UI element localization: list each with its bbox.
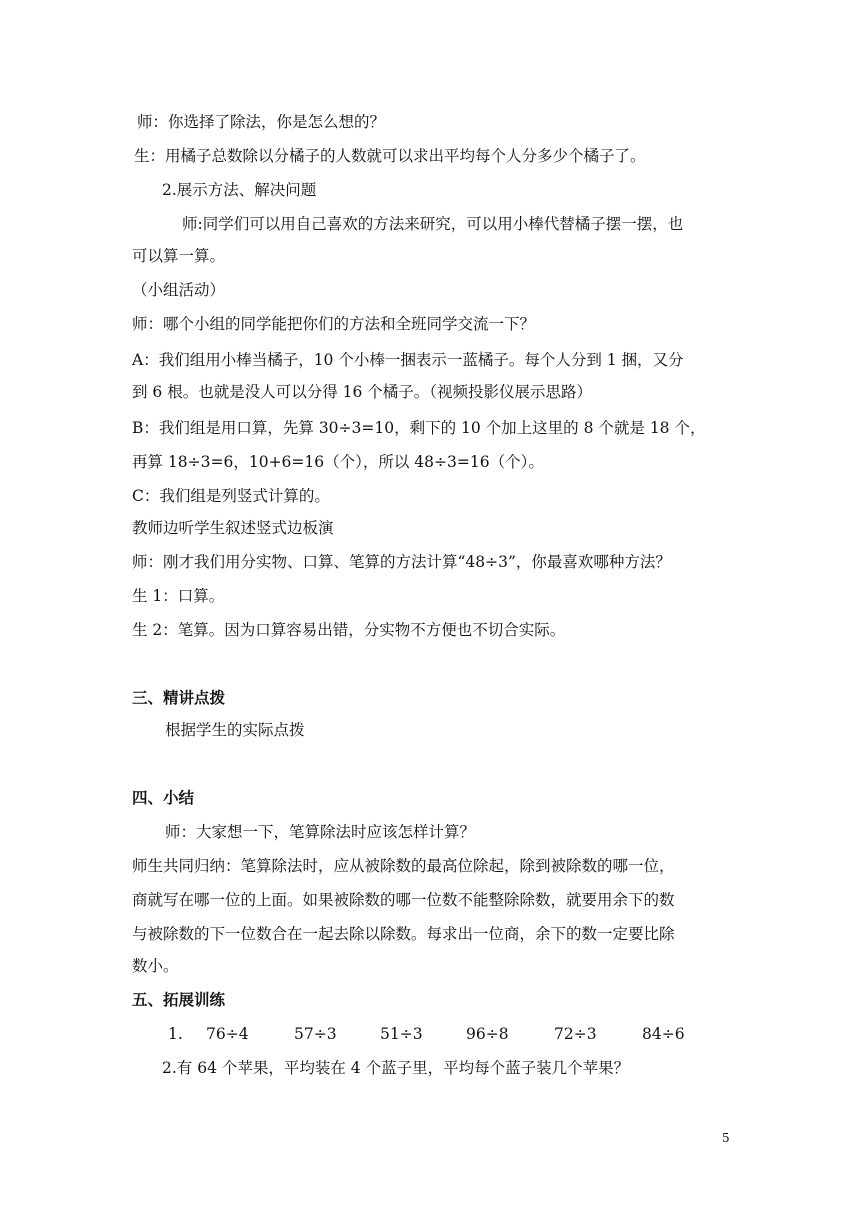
- text-line: 到 6 根。也就是没人可以分得 16 个橘子。（视频投影仪展示思路）: [132, 383, 593, 401]
- text-line: 数小。: [132, 957, 179, 975]
- text-line: 商就写在哪一位的上面。如果被除数的哪一位数不能整除除数，就要用余下的数: [132, 891, 675, 909]
- text-line: 师:同学们可以用自己喜欢的方法来研究，可以用小棒代替橘子摆一摆，也: [182, 215, 684, 233]
- section-heading: 五、拓展训练: [132, 991, 226, 1009]
- exercise-number: 1.: [168, 1025, 183, 1043]
- exercise-item: 72÷3: [554, 1025, 597, 1043]
- text-line: 生 2：笔算。因为口算容易出错，分实物不方便也不切合实际。: [132, 621, 566, 639]
- text-line: B：我们组是用口算，先算 30÷3=10，剩下的 10 个加上这里的 8 个就是 18 个，: [132, 419, 706, 437]
- exercise-item: 96÷8: [466, 1025, 509, 1043]
- exercise-item: 76÷4: [206, 1025, 249, 1043]
- text-line: C：我们组是列竖式计算的。: [132, 487, 330, 505]
- page-number: 5: [722, 1131, 730, 1145]
- text-line: 师生共同归纳：笔算除法时，应从被除数的最高位除起，除到被除数的哪一位，: [132, 857, 675, 875]
- text-line: 师：刚才我们用分实物、口算、笔算的方法计算“48÷3”，你最喜欢哪种方法？: [132, 553, 671, 571]
- text-line: 师：哪个小组的同学能把你们的方法和全班同学交流一下？: [132, 315, 536, 333]
- section-heading: 四、小结: [132, 789, 195, 807]
- text-line: 2.展示方法、解决问题: [162, 181, 317, 199]
- text-line: 再算 18÷3=6，10+6=16（个），所以 48÷3=16（个）。: [132, 453, 544, 471]
- text-line: 师：大家想一下，笔算除法时应该怎样计算？: [165, 823, 476, 841]
- text-line: 可以算一算。: [132, 247, 226, 265]
- text-line: （小组活动）: [132, 281, 226, 299]
- text-line: 师：你选择了除法，你是怎么想的？: [137, 113, 386, 131]
- text-line: 生 1：口算。: [132, 587, 225, 605]
- text-line: 2.有 64 个苹果，平均装在 4 个蓝子里，平均每个蓝子装几个苹果？: [162, 1059, 630, 1077]
- section-heading: 三、精讲点拨: [132, 689, 226, 707]
- text-line: 教师边听学生叙述竖式边板演: [132, 519, 334, 537]
- text-line: 与被除数的下一位数合在一起去除以除数。每求出一位商，余下的数一定要比除: [132, 925, 675, 943]
- text-line: A：我们组用小棒当橘子，10 个小棒一捆表示一蓝橘子。每个人分到 1 捆，又分: [132, 351, 684, 369]
- text-line: 生：用橘子总数除以分橘子的人数就可以求出平均每个人分多少个橘子了。: [134, 147, 646, 165]
- exercise-item: 84÷6: [642, 1025, 685, 1043]
- text-line: 根据学生的实际点拨: [165, 721, 305, 739]
- exercise-item: 51÷3: [380, 1025, 423, 1043]
- exercise-item: 57÷3: [294, 1025, 337, 1043]
